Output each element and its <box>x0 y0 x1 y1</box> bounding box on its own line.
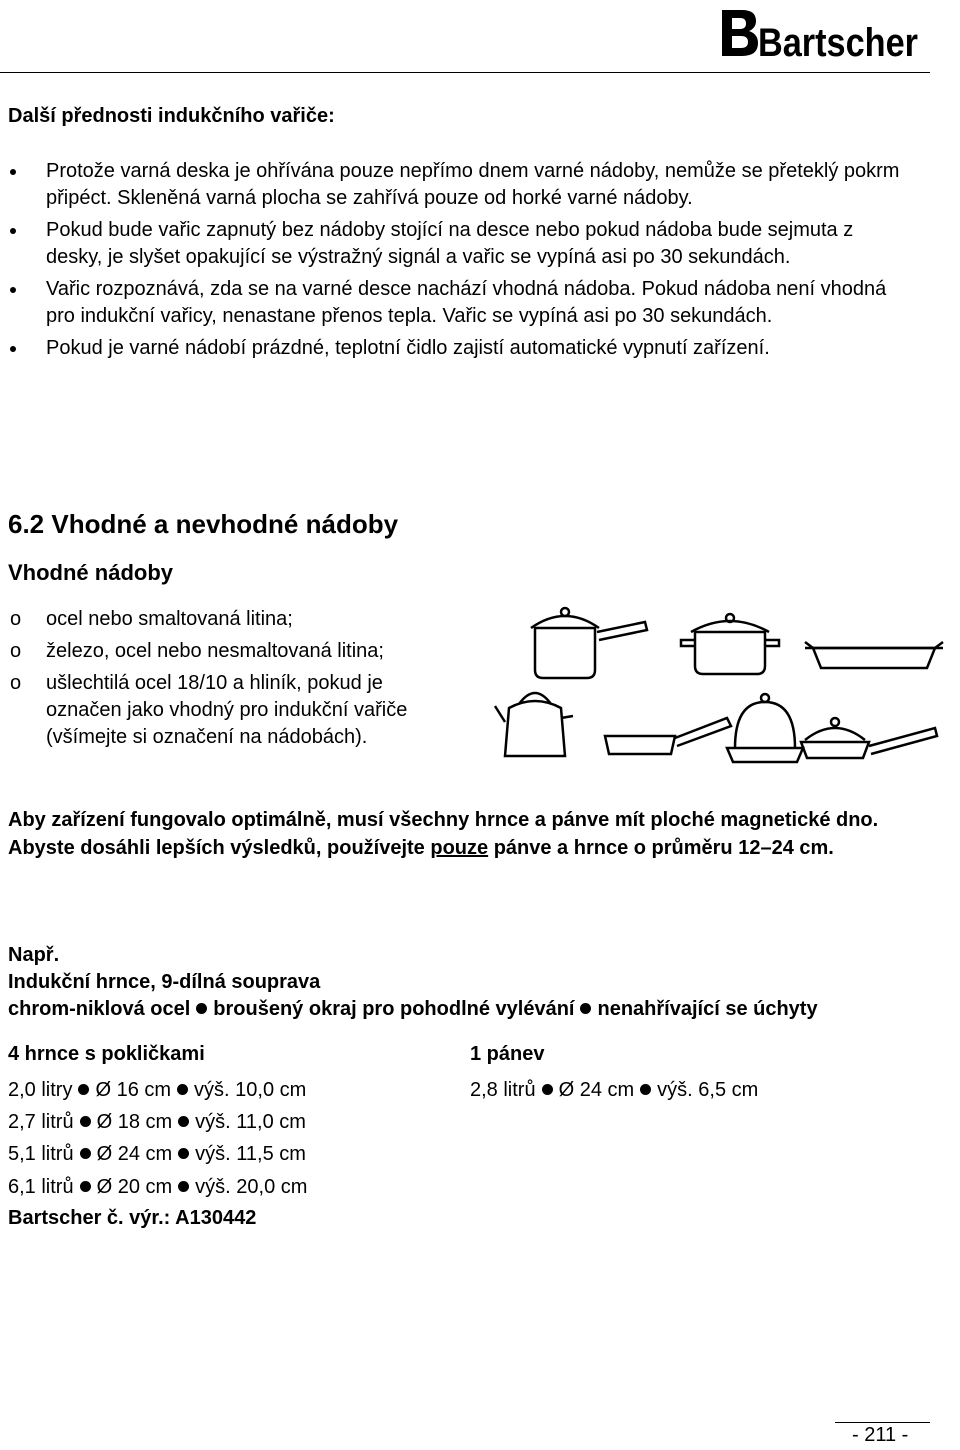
wok-icon <box>801 718 937 758</box>
pan-spec-row: 2,8 litrů Ø 24 cm výš. 6,5 cm <box>470 1079 759 1101</box>
list-item: o železo, ocel nebo nesmaltovaná litina; <box>8 638 448 665</box>
pot-spec-row: 6,1 litrů Ø 20 cm výš. 20,0 cm <box>8 1176 308 1198</box>
emphasis-underline: pouze <box>430 837 489 859</box>
bullet-dot-icon <box>80 1181 91 1192</box>
pot-spec-row: 2,7 litrů Ø 18 cm výš. 11,0 cm <box>8 1111 306 1133</box>
article-number: Bartscher č. výr.: A130442 <box>8 1207 257 1229</box>
bullet-dot-icon <box>542 1084 553 1095</box>
bullet-dot-icon <box>178 1148 189 1159</box>
pot-spec-row: 5,1 litrů Ø 24 cm výš. 11,5 cm <box>8 1143 306 1165</box>
suitable-cookware-list <box>8 606 448 756</box>
bullet-dot-icon <box>640 1084 651 1095</box>
saucepan-icon <box>531 608 647 678</box>
bullet-dot-icon <box>80 1116 91 1127</box>
bullet-dot-icon <box>178 1181 189 1192</box>
product-features: chrom-niklová ocel broušený okraj pro pohodlné vylévání nenahřívající se úchyty <box>8 998 818 1020</box>
list-item: o ušlechtilá ocel 18/10 a hliník, pokud je označen jako vhodný pro indukční vařiče (všímejte si označení na nádobách). <box>8 670 448 751</box>
advantages-list <box>8 158 908 367</box>
bartscher-logo <box>712 2 922 66</box>
cookware-illustration <box>495 598 950 778</box>
page-number: - 211 - <box>852 1424 909 1446</box>
section-title: 6.2 Vhodné a nevhodné nádoby <box>8 509 399 539</box>
list-item: Vařic rozpoznává, zda se na varné desce nachází vhodná nádoba. Pokud nádoba není vhodná pro indukční vařicy, nenastane přenos tepla. Vařic se vypíná asi po 30 sekundách. <box>8 276 908 330</box>
kettle-icon <box>495 693 573 756</box>
pans-title: 1 pánev <box>470 1043 545 1065</box>
list-item: o ocel nebo smaltovaná litina; <box>8 606 448 633</box>
roasting-pan-icon <box>805 642 943 668</box>
bullet-dot-icon <box>178 1116 189 1127</box>
list-item: Pokud je varné nádobí prázdné, teplotní čidlo zajistí automatické vypnutí zařízení. <box>8 335 908 362</box>
bullet-dot-icon <box>78 1084 89 1095</box>
bullet-dot-icon <box>580 1003 591 1014</box>
bullet-dot-icon <box>177 1084 188 1095</box>
bullet-dot-icon <box>196 1003 207 1014</box>
pots-title: 4 hrnce s pokličkami <box>8 1043 205 1065</box>
list-item: Pokud bude vařic zapnutý bez nádoby stojící na desce nebo pokud nádoba bude sejmuta z desky, je slyšet opakující se výstražný signál a vařic se vypíná asi po 30 sekundách. <box>8 217 908 271</box>
advantages-title: Další přednosti indukčního vařiče: <box>8 105 335 127</box>
pot-spec-row: 2,0 litry Ø 16 cm výš. 10,0 cm <box>8 1079 307 1101</box>
stock-pot-icon <box>681 614 779 674</box>
svg-text:Bartscher: Bartscher <box>758 21 918 65</box>
domed-pot-icon <box>727 694 803 762</box>
suitable-cookware-title: Vhodné nádoby <box>8 560 173 585</box>
list-item: Protože varná deska je ohřívána pouze nepřímo dnem varné nádoby, nemůže se přeteklý pokrm připéct. Skleněná varná plocha se zahřívá pouze od horké varné nádoby. <box>8 158 908 212</box>
example-label: Např. <box>8 944 60 966</box>
bullet-dot-icon <box>80 1148 91 1159</box>
footer-rule <box>835 1422 930 1423</box>
important-note: Aby zařízení fungovalo optimálně, musí všechny hrnce a pánve mít ploché magnetické dno. Abyste dosáhli lepších výsledků, používejte pouze pánve a hrnce o průměru 12–24 cm. <box>8 809 879 859</box>
frying-pan-icon <box>605 718 731 754</box>
header-rule <box>0 72 930 73</box>
product-name: Indukční hrnce, 9-dílná souprava <box>8 971 321 993</box>
